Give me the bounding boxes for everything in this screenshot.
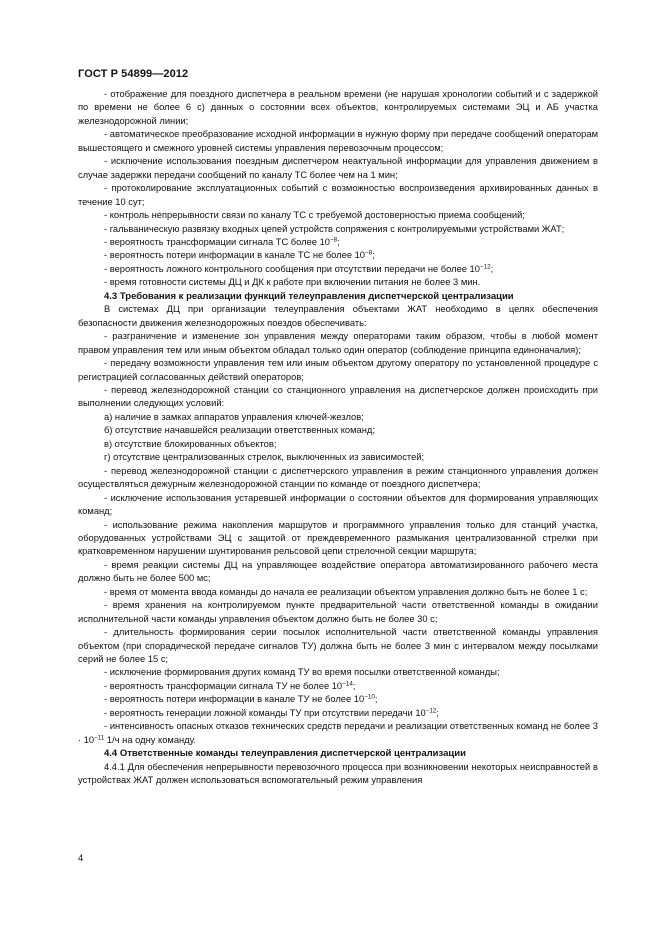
list-item: - длительность формирования серии посылок исполнительной части ответственной команды управления объектом (при спорадической передаче сигналов ТУ) должна быть не более 3 мин с интервалом между посылками серий не более 15 с; xyxy=(78,627,598,665)
list-item: - перевод железнодорожной станции с диспетчерского управления в режим станционного управления должен осуществляться дежурным железнодорожной станции по команде от поездного диспетчера; xyxy=(78,465,598,490)
list-item: - использование режима накопления маршрутов и программного управления только для станций участка, оборудованных устройствами ЭЦ с защитой от преждевременного размыкания централизованной стрелки при кратковременном нарушении шунтирования рельсовой цепи стрелочной секции маршрута; xyxy=(78,519,598,557)
list-item: - автоматическое преобразование исходной информации в нужную форму при передаче сообщений операторам вышестоящего и смежного уровней системы управления перевозочным процессом; xyxy=(78,129,598,153)
list-item: - время реакции системы ДЦ на управляющее воздействие оператора автоматизированного рабочего места должно быть не более 500 мс; xyxy=(78,559,598,584)
list-item: - гальваническую развязку входных цепей устройств сопряжения с контролируемыми устройствами ЖАТ; xyxy=(104,223,565,234)
paragraph: В системах ДЦ при организации телеуправления объектами ЖАТ необходимо в целях обеспечения безопасности движения железнодорожных поездов обеспечивать: xyxy=(78,304,598,328)
punctuation: ; xyxy=(374,694,378,705)
probability-item xyxy=(78,680,598,693)
exponent: −8 xyxy=(330,236,338,244)
probability-item xyxy=(78,707,598,720)
probability-text: - вероятность трансформации сигнала ТУ не более 10 xyxy=(104,680,343,691)
probability-item xyxy=(78,263,598,276)
list-item: - исключение формирования других команд ТУ во время посылки ответственной команды; xyxy=(104,667,500,678)
probability-text: - вероятность ложного контрольного сообщения при отсутствии передачи не более 10 xyxy=(104,263,480,274)
list-item: - время хранения на контролируемом пункте предварительной части ответственной команды в ожидании исполнительной части команды управления объектом должно быть не более 30 с; xyxy=(78,600,598,624)
exponent: −10 xyxy=(364,693,375,701)
list-item: - исключение использования поездным диспетчером неактуальной информации для управления движением в случае задержки передачи сообщений по каналу ТС более чем на 1 мин; xyxy=(78,156,598,180)
list-item: - отображение для поездного диспетчера в реальном времени (не нарушая хронологии событий и с задержкой по времени не более 6 с) данных о состоянии всех объектов, контролируемых системами ЭЦ и АБ участка железнодорожной линии; xyxy=(78,89,598,126)
list-item: - исключение использования устаревшей информации о состоянии объектов для формирования управляющих команд; xyxy=(78,492,598,517)
list-item: - разграничение и изменение зон управления между операторами таким образом, чтобы в любой момент правом управления тем или иным объектом обладал только один оператор (соблюдение принципа единоначалия); xyxy=(78,331,598,355)
probability-item xyxy=(78,249,598,262)
list-item: - протоколирование эксплуатационных событий с возможностью воспроизведения архивированных данных в течение 10 сут; xyxy=(78,183,598,207)
condition-item: г) отсутствие централизованных стрелок, выключенных из зависимостей; xyxy=(104,452,425,463)
intensity-item xyxy=(78,720,598,747)
probability-text: - вероятность трансформации сигнала ТС более 10 xyxy=(104,236,330,247)
exponent: −14 xyxy=(342,680,353,688)
punctuation: ; xyxy=(372,250,375,261)
punctuation: ; xyxy=(490,263,494,274)
exponent: −12 xyxy=(479,263,491,271)
condition-item: а) наличие в замках аппаратов управления ключей-жезлов; xyxy=(104,411,364,422)
section-heading-4-4: 4.4 Ответственные команды телеуправления диспетчерской централизации xyxy=(104,748,466,760)
list-item: - перевод железнодорожной станции со станционного управления на диспетчерское должен происходить при выполнении следующих условий: xyxy=(78,384,598,409)
intensity-unit: 1/ч на одну команду. xyxy=(104,734,196,745)
list-item: - контроль непрерывности связи по каналу ТС с требуемой достоверностью приема сообщений; xyxy=(104,210,525,221)
exponent: −11 xyxy=(94,734,105,742)
condition-item: в) отсутствие блокированных объектов; xyxy=(104,438,277,449)
list-item: - время готовности системы ДЦ и ДК к работе при включении питания не более 3 мин. xyxy=(104,277,481,288)
probability-text: - вероятность потери информации в канале ТС не более 10 xyxy=(104,250,365,261)
page-number: 4 xyxy=(78,853,84,864)
punctuation: ; xyxy=(352,680,356,691)
probability-text: - вероятность потери информации в канале ТУ не более 10 xyxy=(104,694,365,705)
intensity-text: - интенсивность опасных отказов технических средств передачи и реализации ответственных команд не более 3 · 10 xyxy=(78,721,598,745)
paragraph-4-4-1: 4.4.1 Для обеспечения непрерывности перевозочного процесса при возникновении некоторых неисправностей в устройствах ЖАТ должен использоваться вспомогательный режим управления xyxy=(78,761,598,786)
condition-item: б) отсутствие начавшейся реализации ответственных команд; xyxy=(104,425,375,436)
probability-item xyxy=(78,236,598,249)
probability-item xyxy=(78,693,598,706)
exponent: −12 xyxy=(425,707,437,715)
list-item: - время от момента ввода команды до начала ее реализации объектом управления должно быть не более 1 с; xyxy=(104,586,588,597)
section-heading-4-3: 4.3 Требования к реализации функций телеуправления диспетчерской централизации xyxy=(104,290,514,302)
exponent: −8 xyxy=(365,249,373,257)
probability-text: - вероятность генерации ложной команды ТУ при отсутствии передачи 10 xyxy=(104,707,426,718)
punctuation: ; xyxy=(337,236,340,247)
list-item: - передачу возможности управления тем или иным объектом другому оператору по установленной процедуре с регистрацией согласованных действий операторов; xyxy=(78,358,598,382)
document-body xyxy=(78,88,598,788)
document-header: ГОСТ Р 54899—2012 xyxy=(78,68,189,80)
punctuation: ; xyxy=(436,707,440,718)
